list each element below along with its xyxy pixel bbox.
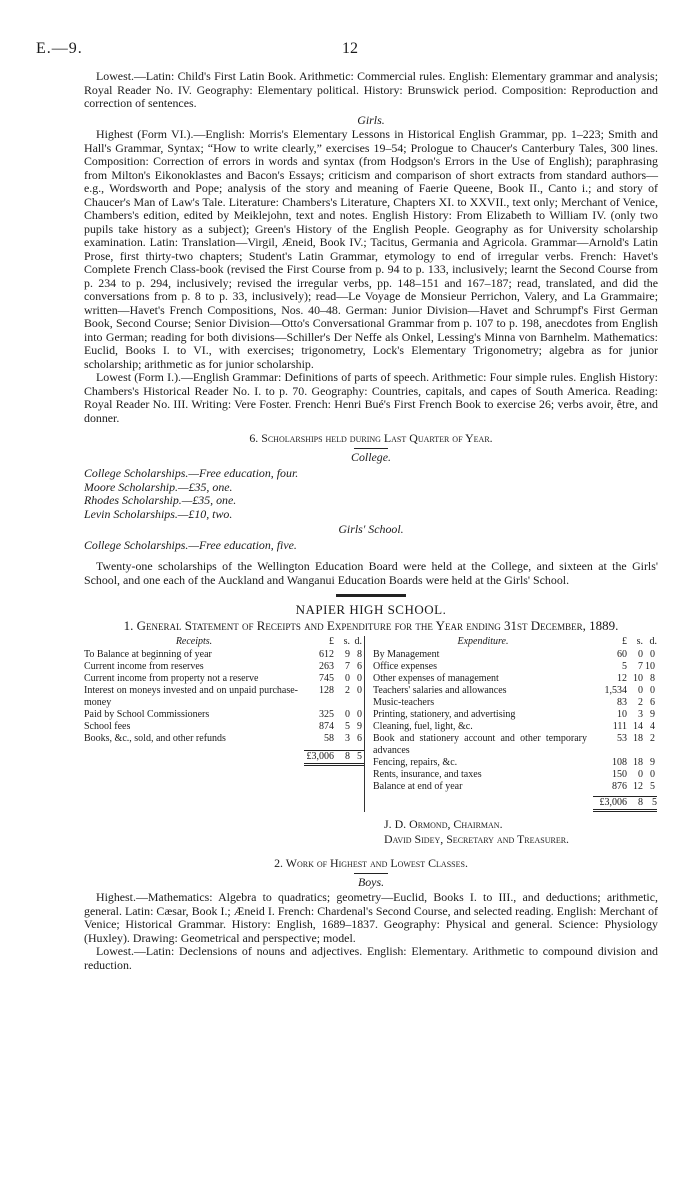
row-pence: 0 <box>357 708 362 720</box>
college-scholarship-list <box>84 467 658 521</box>
row-shillings: 18 <box>633 732 643 744</box>
row-pounds: 83 <box>617 696 627 708</box>
row-label: Fencing, repairs, &c. <box>373 756 458 768</box>
row-shillings: 0 <box>638 684 643 696</box>
row-pence: 2 <box>650 732 655 744</box>
row-label: By Management <box>373 648 440 660</box>
girls-heading: Girls. <box>357 112 385 127</box>
row-shillings: 0 <box>638 768 643 780</box>
row-pounds: 60 <box>617 648 627 660</box>
napier-title: NAPIER HIGH SCHOOL. <box>295 602 447 617</box>
signature-chairman: J. D. Ormond, Chairman. <box>384 817 503 831</box>
expenditure-table <box>373 636 657 813</box>
row-label: Printing, stationery, and advertising <box>373 708 516 720</box>
row-shillings: 12 <box>633 780 643 792</box>
row-pounds: 263 <box>319 660 334 672</box>
signatures <box>384 817 658 847</box>
row-shillings: 7 <box>638 660 643 672</box>
row-shillings: 2 <box>345 684 350 696</box>
receipts-table <box>84 636 364 767</box>
table-row <box>373 673 657 685</box>
row-shillings: 0 <box>345 672 350 684</box>
table-row <box>373 661 657 673</box>
page-number: 12 <box>342 40 358 57</box>
statement-heading: 1. General Statement of Receipts and Expenditure for the Year ending 31st December, 1889. <box>123 617 619 633</box>
row-pence: 0 <box>650 684 655 696</box>
row-pence: 8 <box>650 672 655 684</box>
page-header <box>36 40 664 60</box>
row-label: Books, &c., sold, and other refunds <box>84 732 226 744</box>
scholarship-item: Levin Scholarships.—£10, two. <box>84 506 233 521</box>
pounds-header: £ <box>329 635 334 647</box>
napier-highest-paragraph: Highest.—Mathematics: Algebra to quadratics; geometry—Euclid, Books I. to III., and deductions; arithmetic, general. Latin: Cæsar, Book I.; Æneid I. French: Chardenal's Second Course, and selected reading. English: Merchant of Venice; Historical Grammar. History: English, 1689–1837. Geography: Physical and general. Science: Physiology (Huxley). Drawing: Geometrical and perspective; model. <box>84 890 658 945</box>
row-shillings: 0 <box>638 648 643 660</box>
row-shillings: 2 <box>638 696 643 708</box>
expenditure-total-pence: 5 <box>643 797 657 811</box>
row-pence: 0 <box>357 684 362 696</box>
row-shillings: 10 <box>633 672 643 684</box>
row-label: Interest on moneys invested and on unpaid purchase-money <box>84 684 298 708</box>
table-row <box>84 709 364 721</box>
row-pounds: 874 <box>319 720 334 732</box>
row-shillings: 14 <box>633 720 643 732</box>
row-pence: 4 <box>650 720 655 732</box>
expenditure-total-shillings: 8 <box>627 797 643 811</box>
row-shillings: 5 <box>345 720 350 732</box>
table-row <box>373 781 657 793</box>
section-rule <box>336 594 406 597</box>
table-row <box>84 673 364 685</box>
table-row <box>373 649 657 661</box>
girls-school-heading: Girls' School. <box>338 522 404 536</box>
signature-secretary: David Sidey, Secretary and Treasurer. <box>384 832 570 846</box>
row-pounds: 58 <box>324 732 334 744</box>
girls-scholarship-list <box>84 539 658 553</box>
table-row <box>84 721 364 733</box>
row-label: Office expenses <box>373 660 437 672</box>
row-pence: 6 <box>357 732 362 744</box>
row-label: To Balance at beginning of year <box>84 648 212 660</box>
row-label: Paid by School Commissioners <box>84 708 210 720</box>
pence-header: d. <box>649 635 657 647</box>
scholarship-item: College Scholarships.—Free education, four. <box>84 466 299 480</box>
row-label: Current income from property not a reserve <box>84 672 259 684</box>
document-body <box>84 70 658 972</box>
row-pounds: 150 <box>612 768 627 780</box>
row-label: Current income from reserves <box>84 660 204 672</box>
row-pounds: 111 <box>612 720 627 732</box>
row-label: Other expenses of management <box>373 672 499 684</box>
table-row <box>373 757 657 769</box>
row-shillings: 9 <box>345 648 350 660</box>
girls-lowest-paragraph: Lowest (Form I.).—English Grammar: Definitions of parts of speech. Arithmetic: Four simple rules. English History: Chambers's Historical Reader No. I. to p. 70. Geography: Countries, capitals, and capes of South America. Reading: Royal Reader No. III. Writing: Vere Foster. French: Henri Bué's First French Book to exercise 26; verbs avoir, être, and donner. <box>84 370 658 425</box>
scholarship-item: Rhodes Scholarship.—£35, one. <box>84 493 237 507</box>
expenditure-total-pounds: £3,006 <box>593 797 627 811</box>
scholarship-item: Moore Scholarship.—£35, one. <box>84 479 233 494</box>
row-pounds: 10 <box>617 708 627 720</box>
table-row <box>84 733 364 745</box>
shillings-header: s. <box>636 635 643 647</box>
row-pounds: 5 <box>622 660 627 672</box>
row-pence: 9 <box>650 708 655 720</box>
row-label: Cleaning, fuel, light, &c. <box>373 720 473 732</box>
row-pounds: 1,534 <box>604 684 627 696</box>
row-pence: 0 <box>650 768 655 780</box>
row-label: Music-teachers <box>373 696 435 708</box>
divider <box>354 873 388 874</box>
table-row <box>373 697 657 709</box>
row-pence: 0 <box>650 648 655 660</box>
table-row <box>373 685 657 697</box>
row-pence: 10 <box>645 660 655 672</box>
row-pounds: 128 <box>319 684 334 696</box>
receipts-total-shillings: 8 <box>334 751 350 765</box>
row-shillings: 3 <box>638 708 643 720</box>
page-ref: E.—9. <box>36 40 83 57</box>
shillings-header: s. <box>343 635 350 647</box>
row-shillings: 0 <box>345 708 350 720</box>
row-pence: 9 <box>650 756 655 768</box>
table-row <box>373 733 657 757</box>
row-pence: 6 <box>650 696 655 708</box>
row-pence: 0 <box>357 672 362 684</box>
receipts-heading: Receipts. <box>175 635 213 647</box>
boys-heading: Boys. <box>357 874 385 889</box>
row-pence: 8 <box>357 648 362 660</box>
scholarship-item: College Scholarships.—Free education, five. <box>84 537 297 552</box>
row-pounds: 12 <box>617 672 627 684</box>
row-shillings: 7 <box>345 660 350 672</box>
row-pounds: 325 <box>319 708 334 720</box>
row-pounds: 53 <box>617 732 627 744</box>
table-row <box>84 661 364 673</box>
row-label: School fees <box>84 720 131 732</box>
row-label: Rents, insurance, and taxes <box>373 768 482 780</box>
napier-lowest-paragraph: Lowest.—Latin: Declensions of nouns and adjectives. English: Elementary. Arithmetic to compound division and reduction. <box>84 944 658 972</box>
boys-lowest-paragraph: Lowest.—Latin: Child's First Latin Book. Arithmetic: Commercial rules. English: Elementary grammar and analysis; Royal Reader No. IV. Geography: Elementary political. History: Brunswick period. Composition: Reproduction and correction of sentences. <box>84 69 658 110</box>
college-heading: College. <box>351 449 391 464</box>
pence-header: d. <box>354 635 362 647</box>
row-label: Teachers' salaries and allowances <box>373 684 507 696</box>
row-label: Balance at end of year <box>373 780 463 792</box>
expenditure-heading: Expenditure. <box>457 635 509 647</box>
row-label: Book and stationery account and other temporary advances <box>373 732 587 756</box>
table-row <box>373 769 657 781</box>
scholarships-heading: 6. Scholarships held during Last Quarter of Year. <box>249 431 493 445</box>
row-shillings: 3 <box>345 732 350 744</box>
accounts-table <box>84 636 658 813</box>
divider <box>354 448 388 449</box>
row-pounds: 876 <box>612 780 627 792</box>
row-pence: 9 <box>357 720 362 732</box>
row-pence: 5 <box>650 780 655 792</box>
row-pounds: 108 <box>612 756 627 768</box>
scholarships-note: Twenty-one scholarships of the Wellington Education Board were held at the College, and sixteen at the Girls' School, and one each of the Auckland and Wanganui Education Boards were held at the Girls' School. <box>84 559 658 587</box>
row-pounds: 745 <box>319 672 334 684</box>
table-row <box>373 709 657 721</box>
row-pence: 6 <box>357 660 362 672</box>
table-row <box>84 649 364 661</box>
row-pounds: 612 <box>319 648 334 660</box>
pounds-header: £ <box>622 635 627 647</box>
receipts-total-pence: 5 <box>350 751 364 765</box>
girls-highest-paragraph: Highest (Form VI.).—English: Morris's Elementary Lessons in Historical English Grammar, pp. 1–223; Smith and Hall's Grammar, Syntax; “How to write clearly,” exercises 19–54; Prologue to Chaucer's Canterbury Tales, 300 lines. Composition: Correction of errors in words and syntax (from Hodgson's Errors in the Use of English); paraphrasing from Milton's Eikonoklastes and Bacon's Essays; criticism and comparison of short extracts from standard authors—e.g., Wordsworth and Pope; analysis of the story and meaning of Faerie Queene, Book II., Canto i.; and story of Chaucer's Man of Law's Tale. Literature: Chambers's Literature, Chapters XI. to XXVII., text only; Merchant of Venice, Chambers's edition, edited by Meiklejohn, text and notes. English History: From Elizabeth to William IV. (only two pupils take history as a subject); Green's History of the English People. Geography as for University scholarship examination. Latin: Translation—Virgil, Æneid, Book IV.; Tacitus, Germania and Agricola. Grammar—Arnold's Latin Prose, first thirty-two chapters; Student's Latin Grammar, etymology to end of irregular verbs. French: Havet's Complete French Class-book (revised the First Course from p. 94 to p. 133, inclusively; learnt the Second Course from p. 234 to p. 294, inclusively; revised the irregular verbs, pp. 148–151 and 167–187; read, translated, and did the conversations from p. 8 to p. 33, inclusively); read—Le Voyage de Monsieur Perrichon, Valery, and La Grammaire; written—Havet's French Compositions, Nos. 40–48. German: Junior Division—Havet and Schrumpf's First German Book, Second Course; Senior Division—Otto's Conversational Grammar from p. 107 to p. 198, anecdotes from English into German; reading for both divisions—Schiller's Der Neffe als Onkel, Lessing's Minna von Barnhelm. Mathematics: Euclid, Books I. to VI., with exercises; trigonometry, Lock's Elementary Trigonometry; algebra as for junior scholarship; arithmetic as for junior scholarship. <box>84 127 658 371</box>
receipts-total-pounds: £3,006 <box>304 751 334 765</box>
table-row <box>84 685 364 709</box>
work-heading: 2. Work of Highest and Lowest Classes. <box>274 856 468 870</box>
row-shillings: 18 <box>633 756 643 768</box>
table-row <box>373 721 657 733</box>
